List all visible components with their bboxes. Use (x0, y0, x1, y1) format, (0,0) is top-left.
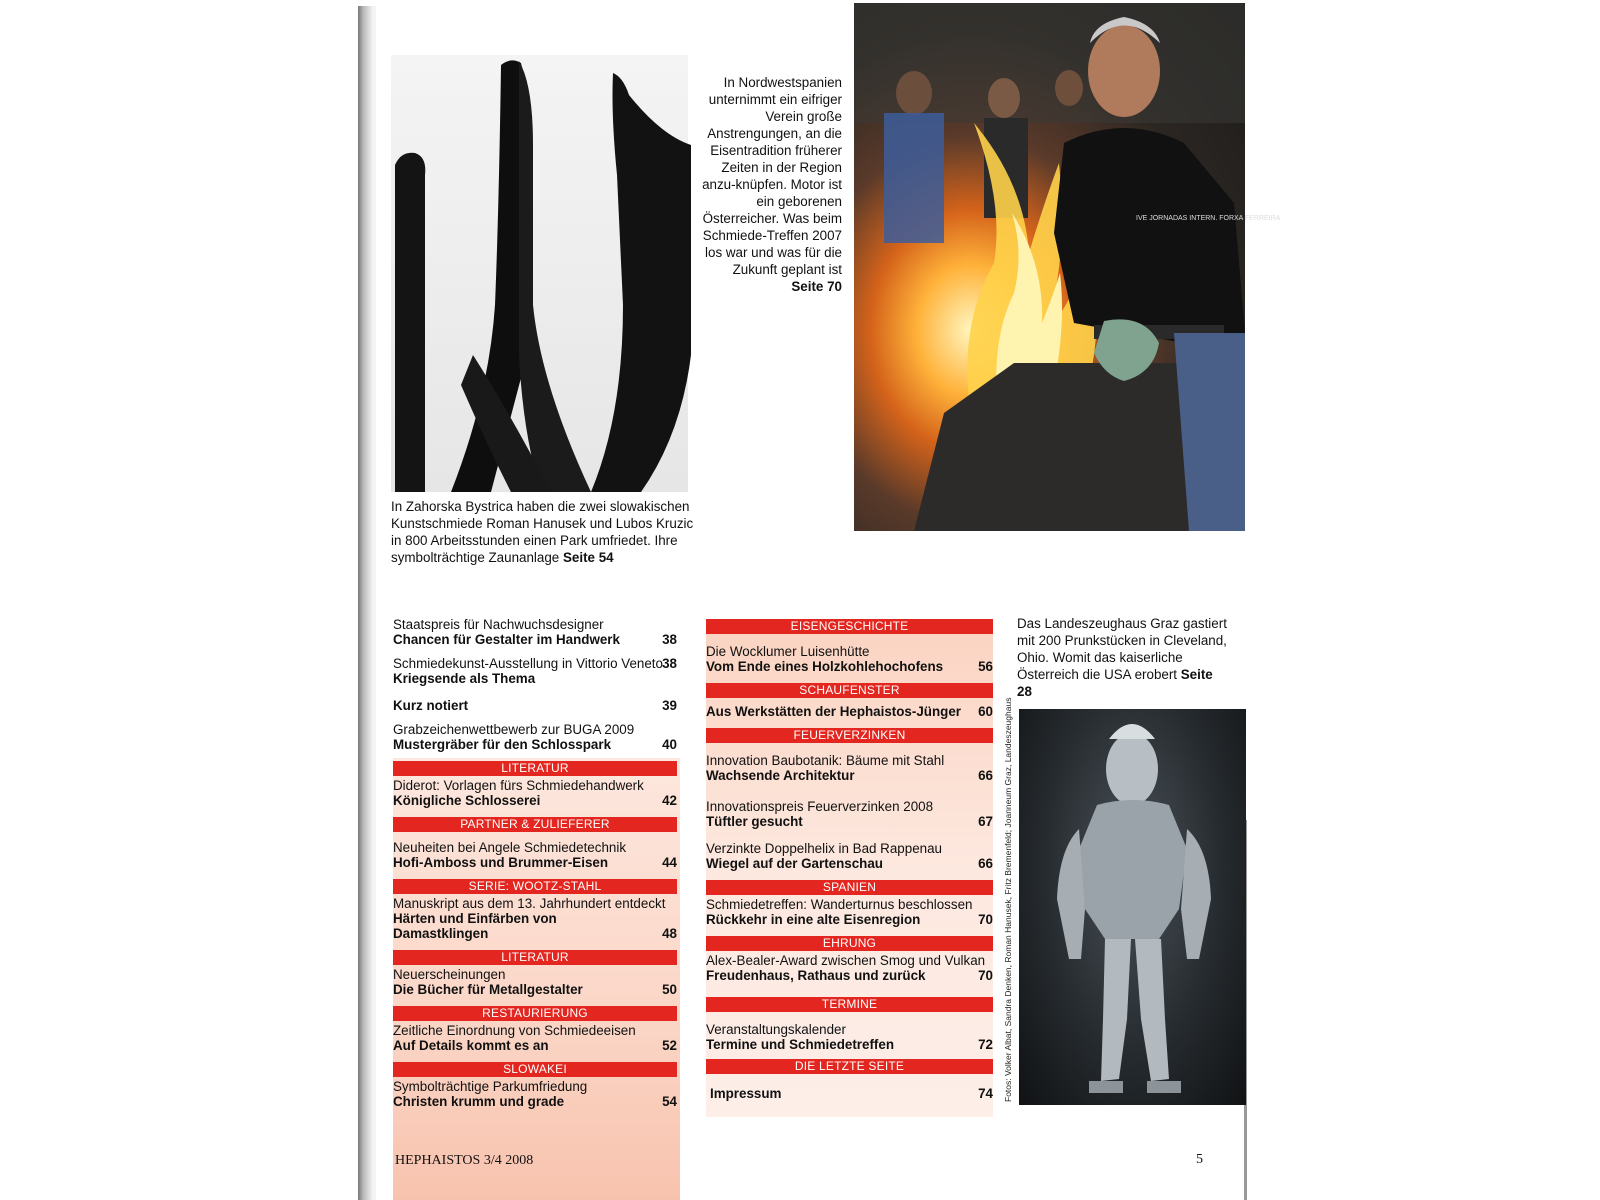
page-binding-edge (358, 6, 372, 1200)
toc-entry[interactable] (706, 753, 993, 783)
caption-spain-page-ref[interactable]: Seite 70 (791, 279, 842, 294)
toc-entry-kicker: Alex-Bealer-Award zwischen Smog und Vulkan (706, 953, 986, 968)
toc-entry[interactable] (706, 841, 993, 871)
toc-entry-page: 42 (662, 793, 677, 808)
toc-entry-title: Auf Details kommt es an (393, 1038, 549, 1053)
toc-entry-page: 38 (662, 632, 677, 647)
toc-entry[interactable] (393, 656, 677, 686)
section-bar-restaurierung: RESTAURIERUNG (393, 1006, 677, 1021)
toc-entry-page: 66 (978, 768, 993, 783)
toc-entry-title: Mustergräber für den Schlosspark (393, 737, 612, 752)
toc-entry[interactable] (706, 1022, 993, 1052)
sculpture-drawing (391, 55, 688, 492)
toc-entry[interactable] (393, 1079, 677, 1109)
caption-slovakia-text: In Zahorska Bystrica haben die zwei slowakischen Kunstschmiede Roman Hanusek und Lubos Kruzic in 800 Arbeitsstunden einen Park umfriedet. Ihre symbolträchtige Zaunanlage (391, 499, 694, 565)
section-bar-feuerverzinken: FEUERVERZINKEN (706, 728, 993, 743)
toc-entry-kicker: Veranstaltungskalender (706, 1022, 846, 1037)
toc-entry-title: Hofi-Amboss und Brummer-Eisen (393, 855, 609, 870)
toc-left-column (393, 617, 677, 1118)
toc-entry-kicker: Innovation Baubotanik: Bäume mit Stahl (706, 753, 945, 768)
blacksmith-drawing (854, 3, 1281, 531)
toc-entry-page: 48 (662, 926, 677, 941)
toc-entry-page: 52 (662, 1038, 677, 1053)
toc-entry-title: Freudenhaus, Rathaus und zurück (706, 968, 926, 983)
toc-entry-title: Aus Werkstätten der Hephaistos-Jünger (706, 704, 961, 719)
toc-entry[interactable] (393, 967, 677, 997)
toc-entry-title: Termine und Schmiedetreffen (706, 1037, 894, 1052)
toc-entry[interactable] (706, 897, 993, 927)
toc-entry-kicker: Schmiedetreffen: Wanderturnus beschlossen (706, 897, 973, 912)
caption-slovakia (391, 498, 701, 566)
toc-entry[interactable] (393, 722, 677, 752)
section-bar-partner: PARTNER & ZULIEFERER (393, 817, 677, 832)
toc-entry-title: Christen krumm und grade (393, 1094, 565, 1109)
toc-entry[interactable] (706, 644, 993, 674)
page-binding-highlight (372, 6, 376, 1200)
toc-entry-kicker: Neuerscheinungen (393, 967, 506, 982)
toc-entry-page: 39 (662, 698, 677, 713)
toc-entry-title: Kurz notiert (393, 698, 469, 713)
blacksmith-photo (854, 3, 1281, 531)
caption-graz-text: Das Landeszeughaus Graz gastiert mit 200 Prunkstücken in Cleveland, Ohio. Womit das kaiserliche Österreich die USA erobert (1017, 616, 1227, 682)
page-number: 5 (1196, 1152, 1203, 1167)
toc-entry-page: 44 (662, 855, 677, 870)
toc-entry[interactable] (706, 953, 993, 983)
toc-entry-page: 50 (662, 982, 677, 997)
section-bar-termine: TERMINE (706, 997, 993, 1012)
toc-entry-kicker: Innovationspreis Feuerverzinken 2008 (706, 799, 934, 814)
toc-mid-column (706, 619, 993, 1110)
toc-entry-title: Chancen für Gestalter im Handwerk (393, 632, 620, 647)
toc-entry-page: 70 (978, 968, 993, 983)
toc-entry-kicker: Manuskript aus dem 13. Jahrhundert entdeckt (393, 896, 666, 911)
toc-entry[interactable] (393, 698, 677, 713)
toc-entry-page: 56 (978, 659, 993, 674)
toc-entry-page: 38 (662, 656, 677, 671)
toc-entry-page: 54 (662, 1094, 677, 1109)
toc-entry-title: Wachsende Architektur (706, 768, 855, 783)
section-bar-wootz: SERIE: WOOTZ-STAHL (393, 879, 677, 894)
toc-entry[interactable] (706, 1086, 993, 1101)
section-bar-eisengeschichte: EISENGESCHICHTE (706, 619, 993, 634)
sculpture-photo (391, 55, 688, 492)
toc-entry-kicker: Schmiedekunst-Ausstellung in Vittorio Veneto (393, 656, 663, 671)
toc-entry-kicker: Zeitliche Einordnung von Schmiedeeisen (393, 1023, 636, 1038)
section-bar-ehrung: EHRUNG (706, 936, 993, 951)
toc-entry-kicker: Die Wocklumer Luisenhütte (706, 644, 870, 659)
toc-entry-kicker: Neuheiten bei Angele Schmiedetechnik (393, 840, 627, 855)
armor-photo (1019, 709, 1246, 1105)
toc-entry-kicker: Diderot: Vorlagen fürs Schmiedehandwerk (393, 778, 644, 793)
section-bar-schaufenster: SCHAUFENSTER (706, 683, 993, 698)
toc-entry-title: Rückkehr in eine alte Eisenregion (706, 912, 921, 927)
toc-entry-title: Impressum (710, 1086, 782, 1101)
toc-entry-page: 60 (978, 704, 993, 719)
toc-entry-page: 66 (978, 856, 993, 871)
photo-credit: Fotos: Volker Albat, Sandra Denken, Roman Hanusek, Fritz Bremenfeld; Joanneum Graz, Landeszeughaus (1003, 697, 1013, 1102)
toc-entry[interactable] (393, 617, 677, 647)
toc-entry-page: 40 (662, 737, 677, 752)
caption-graz (1017, 615, 1227, 700)
toc-entry-title: Königliche Schlosserei (393, 793, 541, 808)
section-bar-spanien: SPANIEN (706, 880, 993, 895)
toc-entry-page: 74 (978, 1086, 993, 1101)
toc-entry[interactable] (706, 799, 993, 829)
caption-spain-text: In Nordwestspanien unternimmt ein eifriger Verein große Anstrengungen, an die Eisentradition früherer Zeiten in der Region anzu-knüpfen. Motor ist ein geborenen Österreicher. Was beim Schmiede-Treffen 2007 los war und was für die Zukunft geplant ist (702, 75, 842, 277)
magazine-issue: HEPHAISTOS 3/4 2008 (395, 1153, 534, 1168)
toc-entry[interactable] (393, 840, 677, 870)
toc-entry-kicker: Grabzeichenwettbewerb zur BUGA 2009 (393, 722, 635, 737)
armor-drawing (1019, 709, 1246, 1105)
section-bar-literatur: LITERATUR (393, 761, 677, 776)
toc-entry-kicker: Symbolträchtige Parkumfriedung (393, 1079, 588, 1094)
toc-entry-kicker: Staatspreis für Nachwuchsdesigner (393, 617, 604, 632)
caption-graz-page-ref[interactable]: Seite 28 (1017, 667, 1213, 699)
toc-entry-title: Die Bücher für Metallgestalter (393, 982, 583, 997)
toc-entry[interactable] (393, 778, 677, 808)
toc-entry-title: Härten und Einfärben von Damastklingen (393, 911, 557, 941)
toc-entry[interactable] (393, 1023, 677, 1053)
toc-entry[interactable] (393, 896, 677, 941)
toc-entry-page: 67 (978, 814, 993, 829)
caption-slovakia-page-ref[interactable]: Seite 54 (562, 550, 614, 565)
toc-entry-title: Vom Ende eines Holzkohlehochofens (706, 659, 944, 674)
section-bar-slowakei: SLOWAKEI (393, 1062, 677, 1077)
toc-entry-title: Kriegsende als Thema (393, 671, 536, 686)
section-bar-letzte-seite: DIE LETZTE SEITE (706, 1059, 993, 1074)
toc-entry[interactable] (706, 704, 993, 719)
caption-spain (700, 74, 842, 295)
toc-entry-page: 72 (978, 1037, 993, 1052)
toc-entry-title: Tüftler gesucht (706, 814, 803, 829)
shirt-text: IVE JORNADAS INTERN. FORXA FERREIRA (1136, 215, 1281, 222)
toc-entry-title: Wiegel auf der Gartenschau (706, 856, 883, 871)
toc-entry-kicker: Verzinkte Doppelhelix in Bad Rappenau (706, 841, 942, 856)
section-bar-literatur-2: LITERATUR (393, 950, 677, 965)
toc-entry-page: 70 (978, 912, 993, 927)
